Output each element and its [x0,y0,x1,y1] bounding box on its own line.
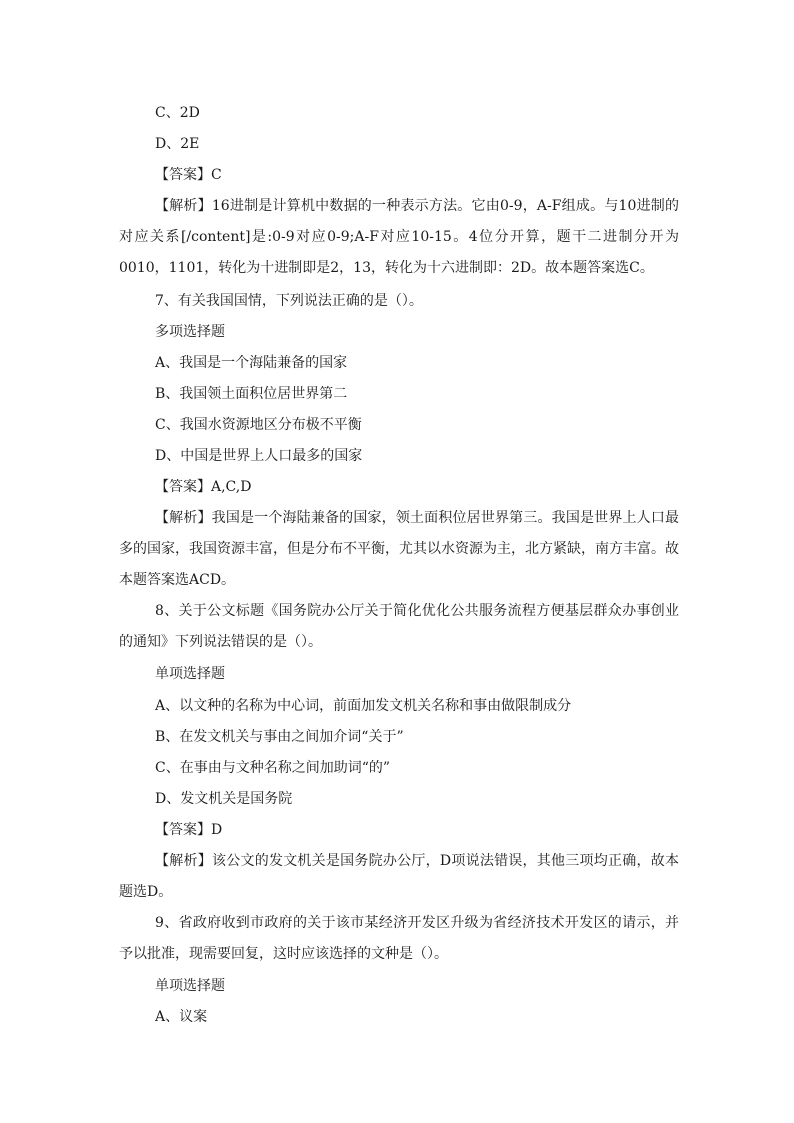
option-d-2e: D、2E [155,136,200,152]
option-a-q7: A、我国是一个海陆兼备的国家 [155,355,348,371]
question-type-q9: 单项选择题 [155,978,225,994]
option-c-q8: C、在事由与文种名称之间加助词“的” [155,760,391,776]
answer-q8: 【答案】D [155,822,223,838]
option-d-q7: D、中国是世界上人口最多的国家 [155,448,363,464]
answer-q6: 【答案】C [155,167,222,183]
question-9: 9、省政府收到市政府的关于该市某经济开发区升级为省经济技术开发区的请示，并予以批准，现需要回复，这时应该选择的文种是（）。 [119,915,679,962]
analysis-q7: 【解析】我国是一个海陆兼备的国家，领土面积位居世界第三。我国是世界上人口最多的国家，我国资源丰富，但是分布不平衡，尤其以水资源为主，北方紧缺，南方丰富。故本题答案选ACD。 [119,510,679,588]
option-d-q8: D、发文机关是国务院 [155,791,293,807]
answer-q7: 【答案】A,C,D [155,479,252,495]
option-c-2d: C、2D [155,105,200,121]
analysis-q8: 【解析】该公文的发文机关是国务院办公厅，D项说法错误，其他三项均正确，故本题选D。 [119,853,679,900]
analysis-q6: 【解析】16进制是计算机中数据的一种表示方法。它由0-9，A-F组成。与10进制的对应关系[/content]是:0-9对应0-9;A-F对应10-15。4位分开算，题干二进制分开为0010，1101，转化为十进制即是2，13，转化为十六进制即：2D。故本题答案选C。 [119,198,679,276]
option-b-q7: B、我国领土面积位居世界第二 [155,386,348,402]
option-a-q9: A、议案 [155,1009,208,1025]
question-type-q7: 多项选择题 [155,324,225,340]
option-c-q7: C、我国水资源地区分布极不平衡 [155,417,362,433]
option-a-q8: A、以文种的名称为中心词，前面加发文机关名称和事由做限制成分 [155,698,572,714]
option-b-q8: B、在发文机关与事由之间加介词“关于” [155,729,404,745]
question-type-q8: 单项选择题 [155,666,225,682]
question-7: 7、有关我国国情，下列说法正确的是（）。 [155,293,423,309]
question-8: 8、关于公文标题《国务院办公厅关于简化优化公共服务流程方便基层群众办事创业的通知》下列说法错误的是（）。 [119,603,679,650]
